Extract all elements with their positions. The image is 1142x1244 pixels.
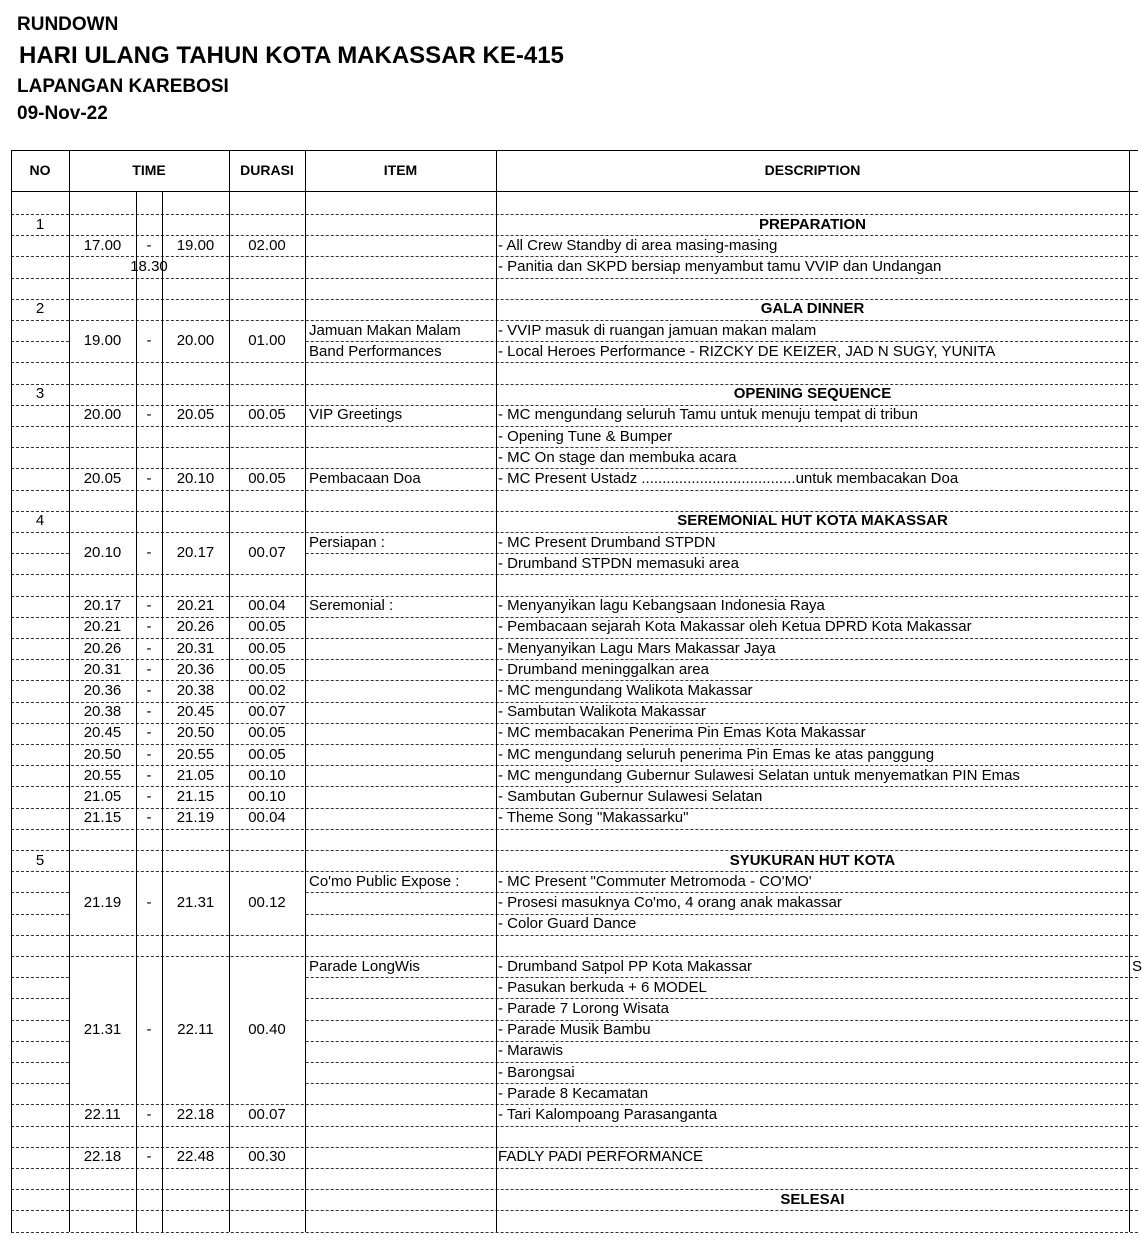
- description: - MC On stage dan membuka acara: [498, 448, 737, 466]
- event-title: HARI ULANG TAHUN KOTA MAKASSAR KE-415: [19, 42, 564, 69]
- time-separator: -: [146, 544, 152, 562]
- time-end: 20.45: [176, 703, 215, 721]
- description: - VVIP masuk di ruangan jamuan makan malam: [498, 321, 817, 339]
- description: - Menyanyikan Lagu Mars Makassar Jaya: [498, 639, 776, 657]
- description: - MC membacakan Penerima Pin Emas Kota Makassar: [498, 724, 866, 742]
- row-number: 2: [35, 300, 45, 318]
- description: - Drumband Satpol PP Kota Makassar: [498, 957, 753, 975]
- time-end: 20.31: [176, 639, 215, 657]
- section-title: SELESAI: [780, 1190, 845, 1208]
- merged-cell-mask: [163, 913, 229, 916]
- merged-cell-mask: [163, 1082, 229, 1085]
- time-end: 20.55: [176, 745, 215, 763]
- description: - Drumband meninggalkan area: [498, 660, 709, 678]
- time-separator: -: [146, 660, 152, 678]
- time-start: 21.05: [83, 787, 122, 805]
- duration: 02.00: [248, 236, 286, 254]
- merged-cell-mask: [230, 1061, 305, 1064]
- time-separator: -: [146, 745, 152, 763]
- duration: 00.04: [248, 597, 286, 615]
- col-header-durasi: DURASI: [240, 162, 294, 178]
- time-single: 18.30: [130, 257, 168, 275]
- description: - Tari Kalompoang Parasanganta: [498, 1105, 718, 1123]
- header-bottom-border: [11, 191, 1138, 192]
- time-end: 20.38: [176, 681, 215, 699]
- duration: 00.07: [248, 544, 286, 562]
- time-start: 20.21: [83, 618, 122, 636]
- time-end: 20.50: [176, 724, 215, 742]
- duration: 00.05: [248, 406, 286, 424]
- description: - Marawis: [498, 1042, 564, 1060]
- description: - MC mengundang seluruh penerima Pin Emas ke atas panggung: [498, 745, 935, 763]
- event-date: 09-Nov-22: [17, 103, 108, 124]
- description: - Sambutan Walikota Makassar: [498, 703, 706, 721]
- merged-cell-mask: [230, 1082, 305, 1085]
- time-separator: -: [146, 639, 152, 657]
- time-separator: -: [146, 332, 152, 350]
- time-separator: -: [146, 724, 152, 742]
- table-right-border: [1129, 150, 1130, 1232]
- merged-cell-mask: [70, 1082, 136, 1085]
- merged-cell-mask: [70, 1040, 136, 1043]
- venue: LAPANGAN KAREBOSI: [17, 76, 229, 97]
- time-end: 21.05: [176, 766, 215, 784]
- row-divider: [11, 1168, 1138, 1169]
- merged-cell-mask: [163, 1040, 229, 1043]
- description: - Parade Musik Bambu: [498, 1021, 651, 1039]
- row-divider: [11, 490, 1138, 491]
- section-title: PREPARATION: [759, 215, 866, 233]
- row-number: 1: [35, 215, 45, 233]
- duration: 00.10: [248, 787, 286, 805]
- time-start: 22.11: [84, 1105, 121, 1123]
- duration: 00.07: [248, 1105, 286, 1123]
- merged-cell-mask: [137, 1082, 162, 1085]
- item-label: Parade LongWis: [309, 957, 420, 975]
- duration: 00.05: [248, 660, 286, 678]
- description: - Pembacaan sejarah Kota Makassar oleh Ketua DPRD Kota Makassar: [498, 618, 972, 636]
- description: - MC Present "Commuter Metromoda - CO'MO': [498, 872, 812, 890]
- description: - Theme Song "Makassarku": [498, 809, 689, 827]
- merged-cell-mask: [230, 1040, 305, 1043]
- time-start: 19.00: [83, 332, 122, 350]
- description: FADLY PADI PERFORMANCE: [498, 1148, 704, 1166]
- time-start: 20.05: [83, 469, 122, 487]
- duration: 00.04: [248, 809, 286, 827]
- rundown-label: RUNDOWN: [17, 14, 119, 35]
- overflow-text: S: [1132, 957, 1142, 975]
- time-separator: -: [146, 236, 152, 254]
- item-label: Persiapan :: [309, 533, 385, 551]
- time-separator: -: [146, 894, 152, 911]
- merged-cell-mask: [137, 913, 162, 916]
- merged-cell-mask: [137, 1061, 162, 1064]
- section-title: GALA DINNER: [760, 300, 865, 318]
- row-divider: [11, 829, 1138, 830]
- time-end: 20.17: [176, 544, 215, 562]
- col-header-no: NO: [29, 162, 51, 178]
- col-header-time: TIME: [132, 162, 166, 178]
- row-number: 5: [35, 851, 45, 869]
- time-end: 20.36: [176, 660, 215, 678]
- description: - Sambutan Gubernur Sulawesi Selatan: [498, 787, 763, 805]
- merged-cell-mask: [70, 913, 136, 916]
- duration: 00.05: [248, 618, 286, 636]
- row-divider: [11, 362, 1138, 363]
- time-start: 21.15: [83, 809, 122, 827]
- description: - Prosesi masuknya Co'mo, 4 orang anak makassar: [498, 893, 842, 911]
- duration: 00.30: [248, 1148, 286, 1166]
- table-top-border: [11, 150, 1138, 151]
- duration: 00.05: [248, 724, 286, 742]
- time-start: 20.10: [83, 544, 122, 562]
- merged-cell-mask: [70, 997, 136, 1000]
- duration: 00.05: [248, 745, 286, 763]
- merged-cell-mask: [163, 1061, 229, 1064]
- description: - All Crew Standby di area masing-masing: [498, 236, 778, 254]
- time-separator: -: [146, 787, 152, 805]
- duration: 01.00: [248, 332, 286, 350]
- description: - MC mengundang Walikota Makassar: [498, 681, 753, 699]
- description: - Parade 8 Kecamatan: [498, 1084, 649, 1102]
- section-title: SEREMONIAL HUT KOTA MAKASSAR: [677, 512, 948, 530]
- row-divider: [11, 1126, 1138, 1127]
- description: - Menyanyikan lagu Kebangsaan Indonesia Raya: [498, 597, 825, 615]
- description: - Drumband STPDN memasuki area: [498, 554, 739, 572]
- time-start: 20.36: [83, 681, 122, 699]
- description: - Panitia dan SKPD bersiap menyambut tamu VVIP dan Undangan: [498, 257, 942, 275]
- time-start: 20.55: [83, 766, 122, 784]
- time-separator: -: [146, 703, 152, 721]
- row-number: 4: [35, 512, 45, 530]
- time-end: 19.00: [176, 236, 215, 254]
- row-divider: [11, 574, 1138, 575]
- description: - MC mengundang seluruh Tamu untuk menuju tempat di tribun: [498, 406, 918, 424]
- description: - Parade 7 Lorong Wisata: [498, 999, 669, 1017]
- time-separator: -: [146, 406, 152, 424]
- time-start: 20.31: [83, 660, 122, 678]
- row-divider: [11, 1210, 1138, 1211]
- time-separator: -: [146, 469, 152, 487]
- merged-cell-mask: [137, 997, 162, 1000]
- col-header-description: DESCRIPTION: [764, 162, 861, 178]
- col-header-item: ITEM: [383, 162, 418, 178]
- time-end: 21.15: [176, 787, 215, 805]
- description: - Color Guard Dance: [498, 915, 637, 933]
- time-start: 20.38: [83, 703, 122, 721]
- merged-cell-mask: [137, 1040, 162, 1043]
- time-start: 17.00: [83, 236, 122, 254]
- row-divider: [11, 935, 1138, 936]
- merged-cell-mask: [137, 976, 162, 979]
- description: - MC Present Drumband STPDN: [498, 533, 716, 551]
- description: - Opening Tune & Bumper: [498, 427, 673, 445]
- time-end: 22.18: [176, 1105, 215, 1123]
- time-separator: -: [146, 1021, 152, 1039]
- col-divider-durasi: [305, 150, 306, 1232]
- duration: 00.40: [248, 1021, 286, 1039]
- description: - Local Heroes Performance - RIZCKY DE KEIZER, JAD N SUGY, YUNITA: [498, 342, 996, 360]
- duration: 00.05: [248, 469, 286, 487]
- time-start: 21.19: [83, 894, 122, 911]
- duration: 00.02: [248, 681, 286, 699]
- time-end: 20.21: [176, 597, 215, 615]
- time-separator: -: [146, 766, 152, 784]
- time-end: 21.19: [176, 809, 215, 827]
- time-start: 20.50: [83, 745, 122, 763]
- merged-cell-mask: [163, 976, 229, 979]
- time-separator: -: [146, 681, 152, 699]
- item-label: Seremonial :: [309, 597, 394, 615]
- time-separator: -: [146, 1148, 152, 1166]
- time-separator: -: [146, 809, 152, 827]
- merged-cell-mask: [70, 976, 136, 979]
- time-start: 20.26: [83, 639, 122, 657]
- merged-cell-mask: [230, 997, 305, 1000]
- duration: 00.07: [248, 703, 286, 721]
- merged-cell-mask: [163, 997, 229, 1000]
- duration: 00.12: [248, 894, 286, 911]
- time-separator: -: [146, 618, 152, 636]
- time-end: 20.26: [176, 618, 215, 636]
- item-label: Band Performances: [309, 342, 442, 360]
- row-divider: [11, 1232, 1138, 1233]
- time-start: 20.00: [83, 406, 122, 424]
- item-label: Co'mo Public Expose :: [309, 872, 460, 890]
- duration: 00.10: [248, 766, 286, 784]
- item-label: Jamuan Makan Malam: [309, 321, 461, 339]
- merged-cell-mask: [70, 1061, 136, 1064]
- time-end: 22.48: [176, 1148, 215, 1166]
- time-start: 21.31: [83, 1021, 122, 1039]
- description: - MC Present Ustadz .....................................untuk membacakan Doa: [498, 469, 959, 487]
- time-start: 20.45: [83, 724, 122, 742]
- time-end: 20.10: [176, 469, 215, 487]
- item-label: VIP Greetings: [309, 406, 403, 424]
- row-number: 3: [35, 385, 45, 403]
- row-divider: [11, 278, 1138, 279]
- section-title: SYUKURAN HUT KOTA: [729, 851, 896, 869]
- description: - MC mengundang Gubernur Sulawesi Selatan untuk menyematkan PIN Emas: [498, 766, 1020, 784]
- section-title: OPENING SEQUENCE: [733, 385, 892, 403]
- time-end: 22.11: [177, 1021, 214, 1039]
- duration: 00.05: [248, 639, 286, 657]
- description: - Pasukan berkuda + 6 MODEL: [498, 978, 707, 996]
- time-start: 20.17: [83, 597, 122, 615]
- time-separator: -: [146, 597, 152, 615]
- description: - Barongsai: [498, 1063, 575, 1081]
- time-end: 21.31: [176, 894, 215, 911]
- time-end: 20.05: [176, 406, 215, 424]
- time-start: 22.18: [83, 1148, 122, 1166]
- item-label: Pembacaan Doa: [309, 469, 421, 487]
- time-separator: -: [146, 1105, 152, 1123]
- time-end: 20.00: [176, 332, 215, 350]
- merged-cell-mask: [230, 976, 305, 979]
- merged-cell-mask: [230, 913, 305, 916]
